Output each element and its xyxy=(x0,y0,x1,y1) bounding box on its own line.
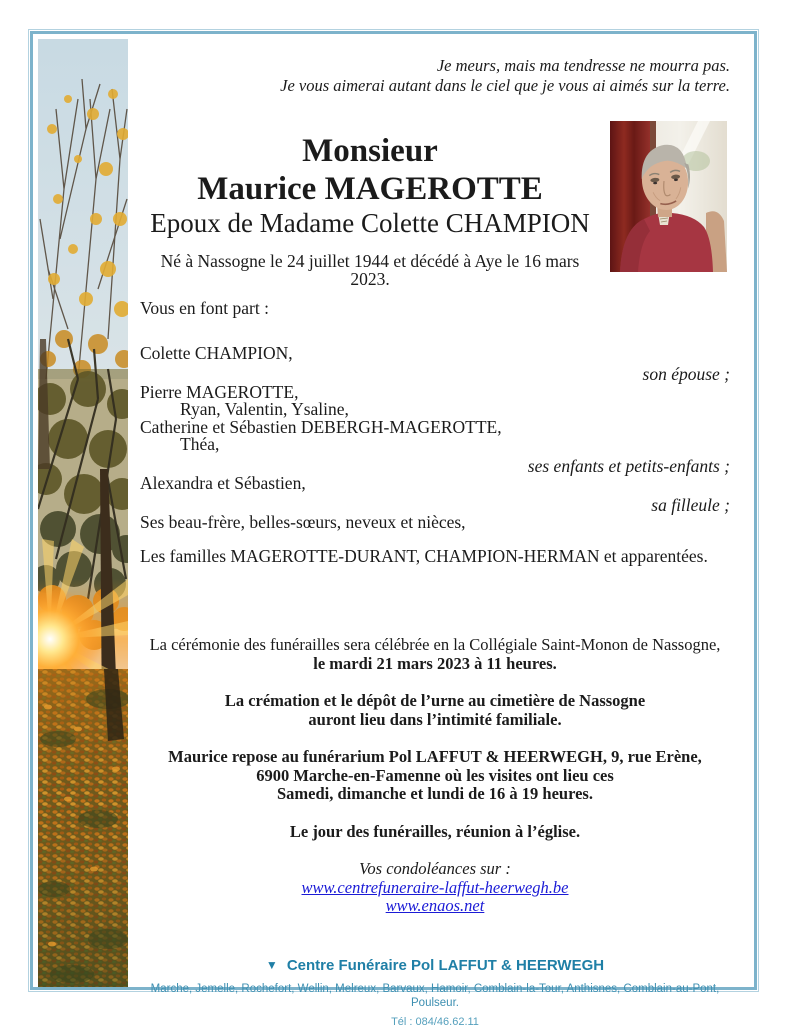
epigraph-line-2: Je vous aimerai autant dans le ciel que je vous ai aimés sur la terre. xyxy=(280,76,730,95)
family-member-line: Pierre MAGEROTTE, xyxy=(140,381,299,402)
condolences-link-funeral-home[interactable]: www.centrefuneraire-laffut-heerwegh.be xyxy=(301,877,569,897)
life-dates: Né à Nassogne le 24 juillet 1944 et décédé à Aye le 16 mars 2023. xyxy=(160,251,580,289)
announcement-section xyxy=(140,300,730,565)
autumn-photo-strip xyxy=(38,39,128,987)
family-member-line: Ses beau-frère, belles-sœurs, neveux et nièces, xyxy=(140,512,466,532)
service-line-1: La cérémonie des funérailles sera célébrée en la Collégiale Saint-Monon de Nassogne, xyxy=(149,635,721,654)
condolences-link-enaos[interactable]: www.enaos.net xyxy=(385,896,485,915)
funeral-home-locations: Marche, Jemelle, Rochefort, Wellin, Melreux, Barvaux, Hamoir, Comblain-la-Tour, Anthisnes, Comblain-au-Pont, Poulseur. xyxy=(150,982,720,1009)
spouse-line: Epoux de Madame Colette CHAMPION xyxy=(150,208,590,238)
family-member-line: Catherine et Sébastien DEBERGH-MAGEROTTE, xyxy=(140,416,502,437)
ceremony-section xyxy=(140,636,730,916)
cremation-line-2: auront lieu dans l’intimité familiale. xyxy=(308,709,562,729)
card-text-column xyxy=(140,34,730,1029)
repose-line-2: 6900 Marche-en-Famenne où les visites ont lieu ces xyxy=(256,765,614,785)
family-member-line: Théa, xyxy=(180,434,220,454)
title-block xyxy=(140,132,600,288)
cremation-line-1: La crémation et le dépôt de l’urne au cimetière de Nassogne xyxy=(224,691,646,710)
repose-line-3: Samedi, dimanche et lundi de 16 à 19 heures. xyxy=(277,784,593,803)
funeral-home-phone: Tél : 084/46.62.11 xyxy=(391,1015,479,1028)
family-member-line: Ryan, Valentin, Ysaline, xyxy=(180,399,349,419)
relation-label: sa filleule ; xyxy=(651,494,730,515)
funeral-home-brand xyxy=(140,956,730,976)
service-line-2: le mardi 21 mars 2023 à 11 heures. xyxy=(313,653,557,673)
family-member-line: Colette CHAMPION, xyxy=(140,342,293,363)
family-member-line: Alexandra et Sébastien, xyxy=(140,473,306,493)
autumn-photo-illustration xyxy=(38,39,128,987)
relation-label: son épouse ; xyxy=(642,364,730,384)
condolences-label: Vos condoléances sur : xyxy=(359,859,511,878)
deceased-name: Maurice MAGEROTTE xyxy=(197,171,543,207)
relation-label: ses enfants et petits-enfants ; xyxy=(527,455,730,476)
triangle-icon: ▼ xyxy=(265,957,278,972)
salutation: Monsieur xyxy=(302,133,438,169)
mourning-card-page xyxy=(30,31,757,1028)
epigraph xyxy=(140,56,730,96)
announcement-intro: Vous en font part : xyxy=(140,298,269,318)
families-line: Les familles MAGEROTTE-DURANT, CHAMPION-HERMAN et apparentées. xyxy=(140,545,708,566)
repose-line-1: Maurice repose au funérarium Pol LAFFUT & HEERWEGH, 9, rue Erène, xyxy=(168,747,702,766)
epigraph-line-1: Je meurs, mais ma tendresse ne mourra pas. xyxy=(436,56,730,75)
reunion-line: Le jour des funérailles, réunion à l’église. xyxy=(289,821,581,841)
funeral-home-footer xyxy=(140,956,730,1029)
funeral-home-name: Centre Funéraire Pol LAFFUT & HEERWEGH xyxy=(286,956,605,974)
